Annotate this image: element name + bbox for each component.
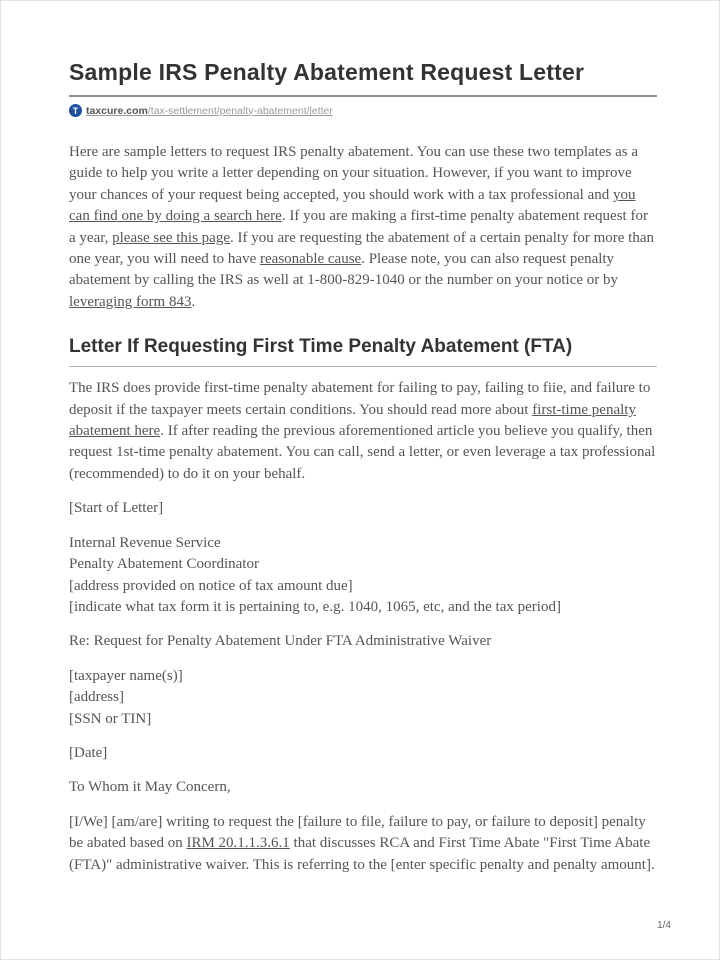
source-path: /tax-settlement/penalty-abatement/letter: [147, 104, 333, 117]
letter-line: Penalty Abatement Coordinator: [69, 556, 259, 573]
letter-line: [taxpayer name(s)]: [69, 667, 183, 684]
page-title: Sample IRS Penalty Abatement Request Letter: [69, 59, 585, 85]
paragraph-text: . If after reading the previous aforementioned article you believe you qualify, then request 1st-time penalty abatement. You can call, send a letter, or even leverage a tax professional (recommended) to do it on your behalf.: [69, 423, 656, 482]
inline-link[interactable]: please see this page: [112, 229, 230, 246]
letter-line-block: [69, 498, 657, 519]
inline-link[interactable]: you can find one by doing a search here: [69, 186, 636, 225]
closing-paragraph: [69, 812, 657, 876]
inline-link[interactable]: IRM 20.1.1.3.6.1: [186, 835, 290, 852]
paragraph-text: .: [191, 293, 196, 310]
letter-line: Re: Request for Penalty Abatement Under FTA Administrative Waiver: [69, 633, 492, 650]
source-url: [86, 105, 333, 117]
letter-line: [address provided on notice of tax amount due]: [69, 577, 353, 594]
fta-paragraph: [69, 378, 657, 485]
paragraph-text: The IRS does provide first-time penalty abatement for failing to pay, failing to fiie, and failure to deposit if the taxpayer meets certain conditions. You should read more about: [69, 380, 651, 418]
paragraph-text: Here are sample letters to request IRS penalty abatement. You can use these two templates as a guide to help you write a letter depending on your situation. However, if you want to improve your chances of your request being accepted, you should work with a tax professional and: [69, 144, 638, 203]
letter-line: To Whom it May Concern,: [69, 779, 231, 796]
page-indicator: 1/4: [657, 920, 671, 931]
source-domain: taxcure.com: [86, 104, 148, 117]
letter-line: [address]: [69, 689, 124, 706]
letter-line-block: [69, 743, 657, 764]
intro-paragraph: [69, 142, 657, 313]
section-divider: [69, 366, 657, 367]
letter-line: [Date]: [69, 744, 108, 761]
letter-body: [69, 498, 661, 798]
letter-line-block: [69, 533, 657, 619]
title-divider: [69, 95, 657, 97]
letter-line-block: [69, 777, 657, 798]
section-heading: Letter If Requesting First Time Penalty Abatement (FTA): [69, 336, 573, 358]
inline-link[interactable]: leveraging form 843: [69, 293, 192, 310]
paragraph-text: . If you are requesting the abatement of a certain penalty for more than one year, you will need to have: [69, 229, 654, 268]
letter-line: Internal Revenue Service: [69, 534, 221, 551]
letter-line: [indicate what tax form it is pertaining to, e.g. 1040, 1065, etc, and the tax period]: [69, 598, 561, 615]
letter-line-block: [69, 631, 657, 652]
paragraph-text: . If you are making a first-time penalty abatement request for a year,: [69, 208, 648, 246]
letter-line: [Start of Letter]: [69, 500, 164, 517]
letter-line: [SSN or TIN]: [69, 710, 152, 727]
letter-line-block: [69, 666, 657, 730]
source-link[interactable]: [69, 104, 657, 117]
inline-link[interactable]: reasonable cause: [260, 251, 362, 268]
taxcure-logo-icon: T: [69, 104, 82, 117]
paragraph-text: . Please note, you can also request penalty abatement by calling the IRS as well at 1-800-829-1040 or the number on your notice or by: [69, 251, 619, 289]
paragraph-text: [I/We] [am/are] writing to request the [failure to file, failure to pay, or failure to deposit] penalty be abated based on: [69, 813, 646, 852]
inline-link[interactable]: first-time penalty abatement here: [69, 401, 636, 440]
paragraph-text: that discusses RCA and First Time Abate "First Time Abate (FTA)" administrative waiver. This is referring to the [enter specific penalty and penalty amount].: [69, 835, 655, 873]
